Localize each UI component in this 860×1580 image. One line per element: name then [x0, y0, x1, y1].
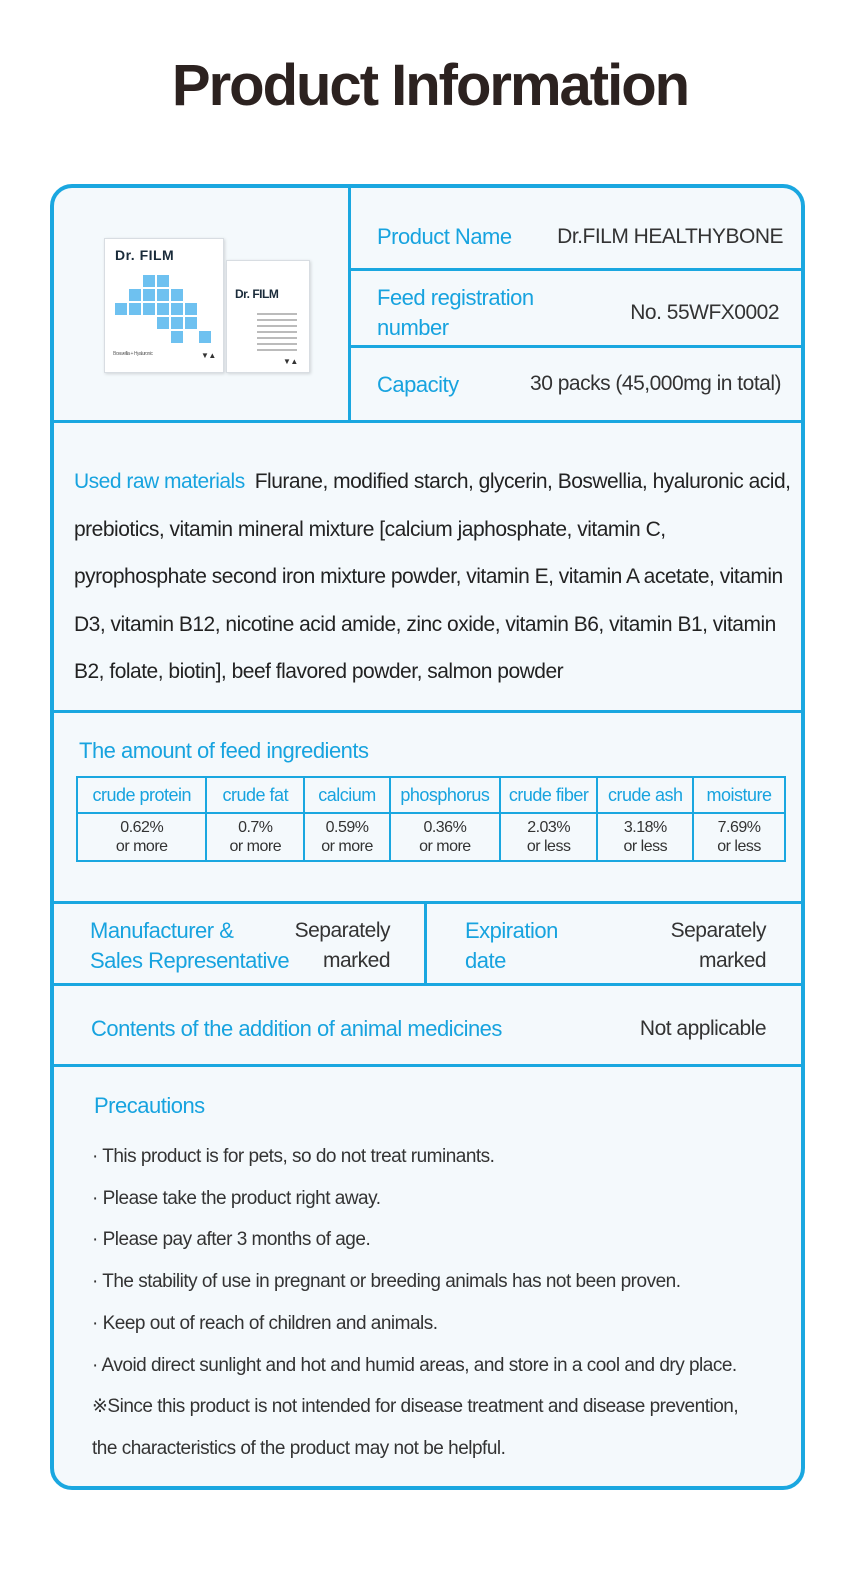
list-item: · Please take the product right away.	[92, 1187, 381, 1209]
list-item: the characteristics of the product may not be helpful.	[92, 1437, 506, 1459]
expiration-label: Expiration date	[465, 918, 558, 973]
product-box	[104, 238, 224, 373]
list-item: · Keep out of reach of children and animals.	[92, 1312, 438, 1334]
list-item: · This product is for pets, so do not treat ruminants.	[92, 1146, 495, 1167]
table-cell: 0.7% or more	[206, 813, 304, 861]
list-item: ※Since this product is not intended for disease treatment and disease prevention,	[92, 1396, 739, 1418]
list-item: · Avoid direct sunlight and hot and humid areas, and store in a cool and dry place.	[92, 1354, 737, 1376]
table-cell: 7.69% or less	[693, 813, 785, 861]
cat-icon: ▼▲	[283, 357, 298, 366]
capacity-value: 30 packs (45,000mg in total)	[530, 372, 781, 395]
feed-ingredients-title: The amount of feed ingredients	[79, 738, 369, 763]
page-title: Product Information	[171, 53, 689, 118]
table-header: crude protein	[77, 777, 206, 813]
table-cell: 3.18% or less	[597, 813, 693, 861]
product-pouch	[226, 260, 310, 373]
raw-materials-text: Flurane, modified starch, glycerin, Boswellia, hyaluronic acid, prebiotics, vitamin mineral mixture [calcium japhosphate, vitamin C, pyrophosphate second iron mixture powder, vitamin E, vitamin A acetate, vitamin D3, vitamin B12, nicotine acid amide, zinc oxide, vitamin B6, vitamin B1, vitamin B2, folate, biotin], beef flavored powder, salmon powder	[74, 470, 791, 683]
table-header: crude fat	[206, 777, 304, 813]
table-header-row	[77, 777, 785, 813]
capacity-label: Capacity	[377, 372, 459, 397]
table-header: moisture	[693, 777, 785, 813]
table-cell: 0.36% or more	[390, 813, 500, 861]
table-cell: 0.62% or more	[77, 813, 206, 861]
feed-ingredients-table	[76, 776, 786, 862]
dog-icon: ▼▲	[201, 351, 216, 360]
manufacturer-label: Manufacturer & Sales Representative	[90, 918, 290, 973]
table-header: phosphorus	[390, 777, 500, 813]
box-caption: Boswellia + Hyaluronic	[113, 351, 153, 357]
expiration-value: Separately marked	[670, 919, 766, 972]
product-name-value: Dr.FILM HEALTHYBONE	[557, 225, 783, 248]
table-header: calcium	[304, 777, 390, 813]
table-header: crude ash	[597, 777, 693, 813]
table-header: crude fiber	[500, 777, 598, 813]
product-name-label: Product Name	[377, 224, 512, 249]
product-info-card	[50, 184, 805, 1490]
list-item: · The stability of use in pregnant or breeding animals has not been proven.	[92, 1271, 681, 1293]
brand-logo: Dr. FILM	[115, 247, 175, 263]
table-cell: 0.59% or more	[304, 813, 390, 861]
precautions-list	[92, 1136, 802, 1470]
animal-medicines-value: Not applicable	[639, 1017, 766, 1040]
raw-materials-label: Used raw materials	[74, 470, 245, 493]
table-row	[77, 813, 785, 861]
list-item: · Please pay after 3 months of age.	[92, 1229, 371, 1251]
animal-medicines-label: Contents of the addition of animal medicines	[91, 1016, 502, 1041]
product-image	[104, 238, 314, 378]
table-cell: 2.03% or less	[500, 813, 598, 861]
precautions-title: Precautions	[94, 1093, 205, 1118]
registration-label: Feed registration number	[377, 285, 534, 340]
manufacturer-value: Separately marked	[294, 919, 390, 972]
registration-value: No. 55WFX0002	[630, 301, 779, 324]
raw-materials	[74, 458, 799, 696]
pouch-logo: Dr. FILM	[235, 287, 279, 301]
